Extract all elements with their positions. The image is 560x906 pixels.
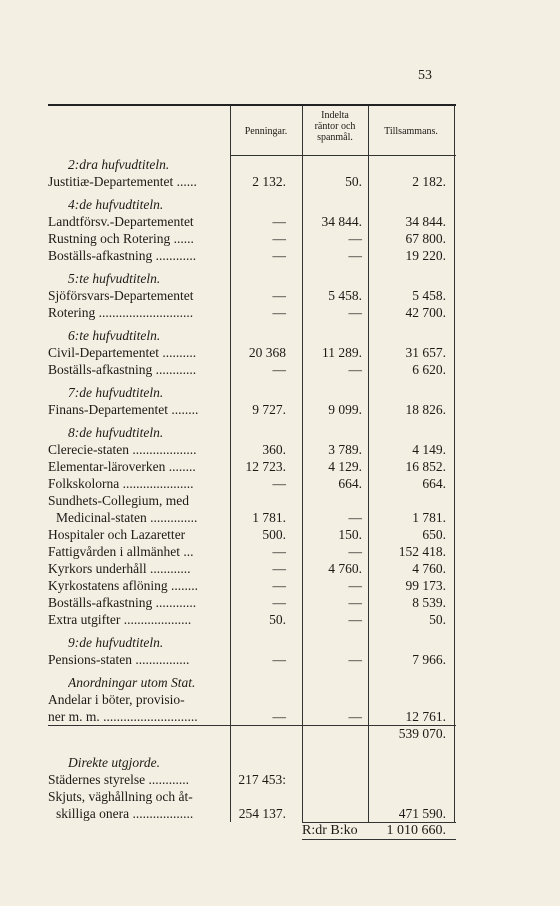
section-heading-row <box>48 196 456 213</box>
cell-penningar: — <box>272 214 286 229</box>
cell-indelta: 4 129. <box>328 459 362 474</box>
table-row <box>48 213 456 230</box>
cell-penningar: 1 781. <box>252 510 286 525</box>
table-row <box>48 173 456 190</box>
row-label: ner m. m. ............................ <box>48 709 198 724</box>
section-heading-row <box>48 754 456 771</box>
row-label: Civil-Departementet .......... <box>48 345 197 360</box>
cell-penningar: 20 368 <box>248 345 286 360</box>
table-row <box>48 458 456 475</box>
row-label: Rustning och Rotering ...... <box>48 231 194 246</box>
cell-penningar: — <box>272 544 286 559</box>
cell-penningar: — <box>272 248 286 263</box>
cell-tillsammans: 16 852. <box>405 459 446 474</box>
table-row <box>48 788 456 805</box>
section-heading-row <box>48 327 456 344</box>
grand-total-value: 1 010 660. <box>386 823 446 838</box>
table-header <box>48 104 456 156</box>
row-label: Pensions-staten ................ <box>48 652 190 667</box>
cell-indelta: — <box>348 510 362 525</box>
section-heading: 9:de hufvudtiteln. <box>68 635 164 650</box>
row-label: Kyrkostatens aflöning ........ <box>48 578 198 593</box>
section-heading: 8:de hufvudtiteln. <box>68 425 164 440</box>
table-row <box>48 230 456 247</box>
cell-penningar: — <box>272 709 286 724</box>
table-row <box>48 805 456 822</box>
table-row <box>48 611 456 628</box>
row-label: Boställs-afkastning ............ <box>48 248 197 263</box>
cell-penningar: — <box>272 578 286 593</box>
cell-indelta: — <box>348 362 362 377</box>
header-penningar: Penningar. <box>244 126 288 137</box>
table-row <box>48 361 456 378</box>
row-label: Landtförsv.-Departementet <box>48 214 194 229</box>
cell-penningar: — <box>272 476 286 491</box>
row-label: Elementar-läroverken ........ <box>48 459 196 474</box>
cell-tillsammans: 5 458. <box>412 288 446 303</box>
cell-indelta: 11 289. <box>322 345 362 360</box>
row-label: Extra utgifter .................... <box>48 612 192 627</box>
row-label: skilliga onera .................. <box>56 806 194 821</box>
cell-indelta: — <box>348 248 362 263</box>
cell-indelta: 3 789. <box>328 442 362 457</box>
cell-penningar: 360. <box>262 442 286 457</box>
section-heading-row <box>48 270 456 287</box>
cell-tillsammans: 4 760. <box>412 561 446 576</box>
cell-penningar: — <box>272 561 286 576</box>
cell-penningar: — <box>272 652 286 667</box>
cell-tillsammans: 650. <box>422 527 446 542</box>
row-label: Medicinal-staten .............. <box>56 510 198 525</box>
cell-indelta: 4 760. <box>328 561 362 576</box>
table-row <box>48 691 456 708</box>
cell-penningar: 217 453: <box>238 772 286 787</box>
table-row <box>48 304 456 321</box>
table-row <box>48 247 456 264</box>
cell-indelta: 9 099. <box>328 402 362 417</box>
cell-tillsammans: 539 070. <box>398 726 446 741</box>
table-body <box>48 156 456 822</box>
row-label: Fattigvården i allmänhet ... <box>48 544 194 559</box>
row-label: Andelar i böter, provisio- <box>48 692 185 707</box>
cell-tillsammans: 2 182. <box>412 174 446 189</box>
cell-tillsammans: 8 539. <box>412 595 446 610</box>
cell-indelta: — <box>348 305 362 320</box>
table-row <box>48 526 456 543</box>
row-label: Hospitaler och Lazaretter <box>48 527 186 542</box>
table-row <box>48 509 456 526</box>
cell-indelta: — <box>348 652 362 667</box>
cell-penningar: 50. <box>269 612 286 627</box>
section-heading: 2:dra hufvudtiteln. <box>68 157 170 172</box>
cell-tillsammans: 152 418. <box>398 544 446 559</box>
cell-tillsammans: 471 590. <box>398 806 446 821</box>
cell-indelta: — <box>348 578 362 593</box>
cell-penningar: — <box>272 362 286 377</box>
section-heading-row <box>48 674 456 691</box>
row-label: Clerecie-staten ................... <box>48 442 197 457</box>
cell-tillsammans: 42 700. <box>405 305 446 320</box>
ledger-table <box>48 104 456 840</box>
table-row <box>48 475 456 492</box>
section-heading: 6:te hufvudtiteln. <box>68 328 161 343</box>
row-label: Kyrkors underhåll ............ <box>48 561 191 576</box>
cell-penningar: 254 137. <box>238 806 286 821</box>
table-row <box>48 594 456 611</box>
cell-indelta: — <box>348 612 362 627</box>
page-number: 53 <box>418 68 432 83</box>
row-label: Justitiæ-Departementet ...... <box>48 174 197 189</box>
cell-tillsammans: 4 149. <box>412 442 446 457</box>
cell-indelta: 34 844. <box>321 214 362 229</box>
table-row <box>48 441 456 458</box>
table-row <box>48 344 456 361</box>
row-label: Finans-Departementet ........ <box>48 402 199 417</box>
cell-tillsammans: 1 781. <box>412 510 446 525</box>
cell-penningar: 500. <box>262 527 286 542</box>
table-row <box>48 771 456 788</box>
row-label: Städernes styrelse ............ <box>48 772 189 787</box>
section-heading: 4:de hufvudtiteln. <box>68 197 164 212</box>
row-label: Sjöförsvars-Departementet <box>48 288 194 303</box>
row-label: Sundhets-Collegium, med <box>48 493 189 508</box>
table-row <box>48 708 456 725</box>
section-heading: 7:de hufvudtiteln. <box>68 385 164 400</box>
row-label: Boställs-afkastning ............ <box>48 595 197 610</box>
row-label: Folkskolorna ..................... <box>48 476 194 491</box>
row-label: Boställs-afkastning ............ <box>48 362 197 377</box>
header-indelta-line1: Indelta <box>321 110 349 121</box>
cell-penningar: 12 723. <box>245 459 286 474</box>
section-heading-row <box>48 384 456 401</box>
cell-penningar: 9 727. <box>252 402 286 417</box>
header-indelta <box>303 110 367 143</box>
cell-penningar: — <box>272 231 286 246</box>
grand-total-row <box>48 822 456 840</box>
cell-tillsammans: 18 826. <box>405 402 446 417</box>
cell-indelta: — <box>348 709 362 724</box>
cell-indelta: 50. <box>345 174 362 189</box>
table-row <box>48 401 456 418</box>
subtotal-row <box>48 725 456 742</box>
cell-penningar: — <box>272 305 286 320</box>
section-heading-row <box>48 424 456 441</box>
cell-tillsammans: 99 173. <box>405 578 446 593</box>
cell-indelta: — <box>348 544 362 559</box>
row-label: Skjuts, väghållning och åt- <box>48 789 193 804</box>
cell-tillsammans: 12 761. <box>405 709 446 724</box>
header-tillsammans: Tillsammans. <box>384 126 438 137</box>
cell-indelta: — <box>348 595 362 610</box>
header-indelta-line3: spanmål. <box>317 132 353 143</box>
section-heading: Direkte utgjorde. <box>68 755 160 770</box>
cell-indelta: — <box>348 231 362 246</box>
cell-indelta: 150. <box>338 527 362 542</box>
table-row <box>48 492 456 509</box>
cell-tillsammans: 19 220. <box>405 248 446 263</box>
cell-tillsammans: 50. <box>429 612 446 627</box>
cell-indelta: 5 458. <box>328 288 362 303</box>
section-heading-row <box>48 634 456 651</box>
grand-total-label: R:dr B:ko <box>302 823 358 838</box>
row-label: Rotering ............................ <box>48 305 194 320</box>
section-heading: 5:te hufvudtiteln. <box>68 271 161 286</box>
cell-tillsammans: 34 844. <box>405 214 446 229</box>
cell-penningar: — <box>272 595 286 610</box>
cell-tillsammans: 31 657. <box>405 345 446 360</box>
cell-tillsammans: 664. <box>422 476 446 491</box>
table-row <box>48 287 456 304</box>
section-heading: Anordningar utom Stat. <box>68 675 196 690</box>
table-row <box>48 651 456 668</box>
table-row <box>48 577 456 594</box>
header-indelta-line2: räntor och <box>314 121 356 132</box>
cell-indelta: 664. <box>338 476 362 491</box>
table-row <box>48 560 456 577</box>
cell-tillsammans: 6 620. <box>412 362 446 377</box>
cell-penningar: — <box>272 288 286 303</box>
section-heading-row <box>48 156 456 173</box>
cell-tillsammans: 67 800. <box>405 231 446 246</box>
table-row <box>48 543 456 560</box>
cell-penningar: 2 132. <box>252 174 286 189</box>
cell-tillsammans: 7 966. <box>412 652 446 667</box>
